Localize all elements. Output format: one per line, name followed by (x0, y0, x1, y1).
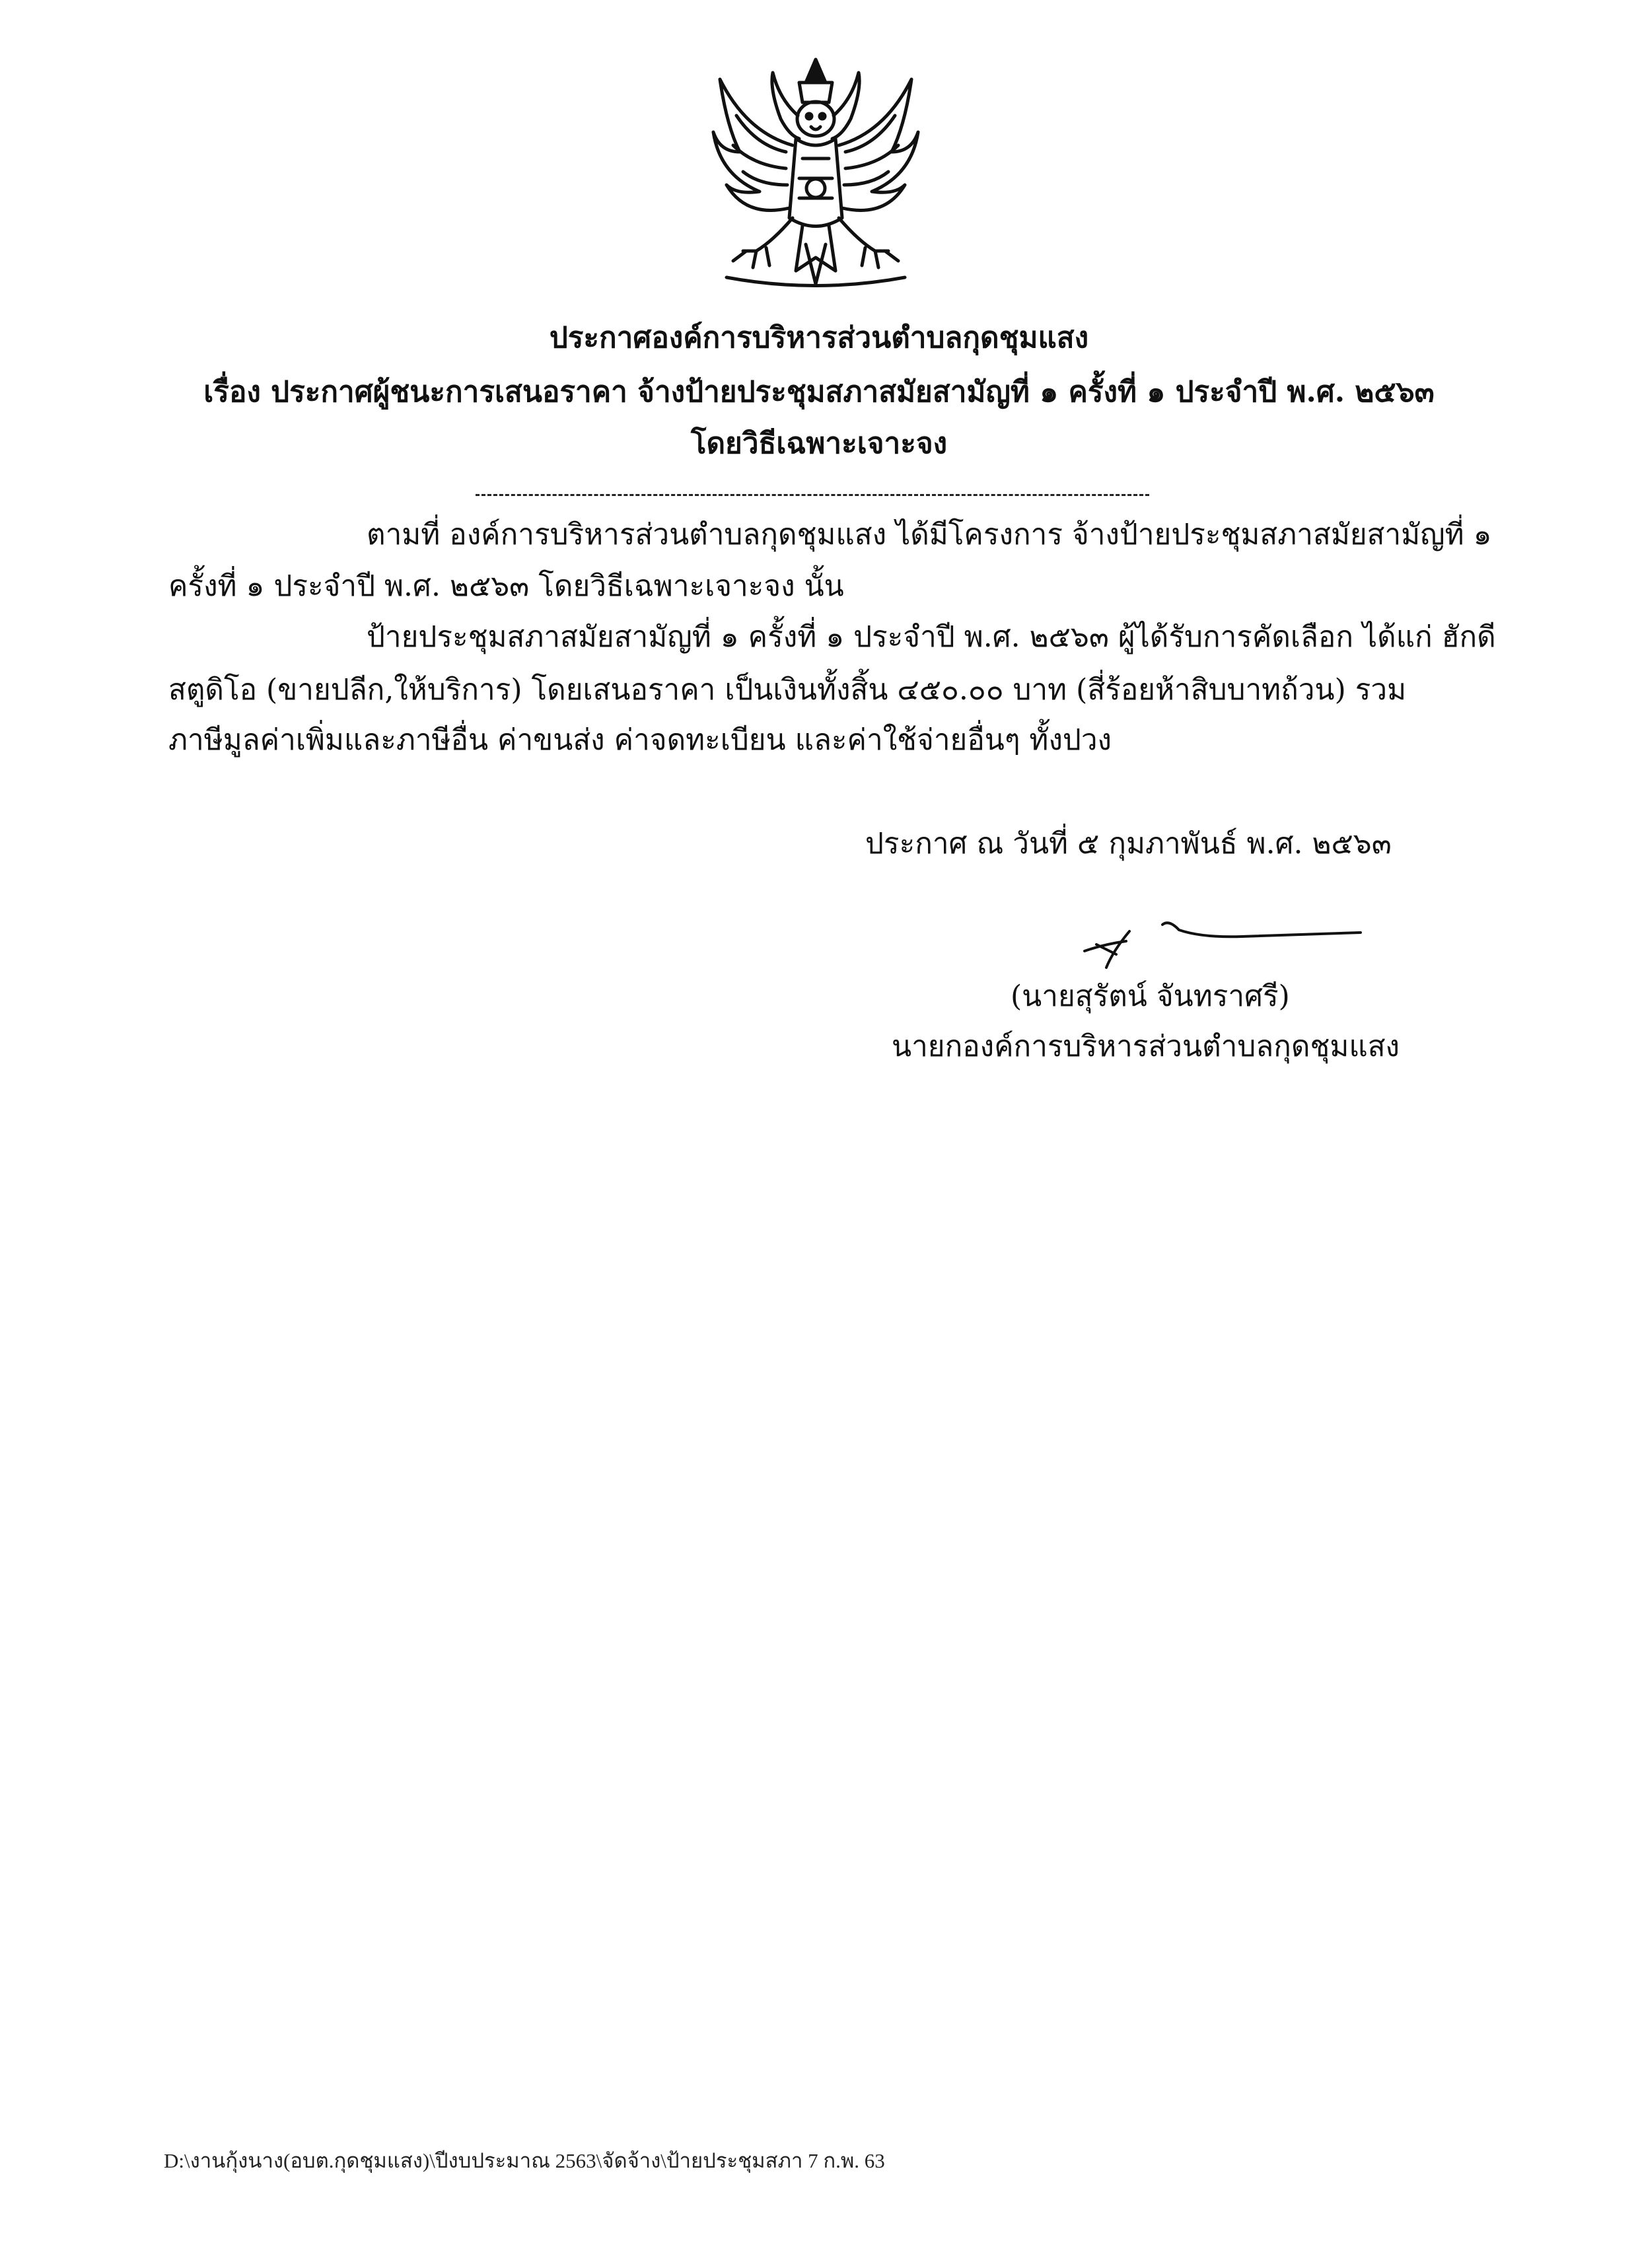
body-paragraph-2-line-1: ป้ายประชุมสภาสมัยสามัญที่ ๑ ครั้งที่ ๑ ประจำปี พ.ศ. ๒๕๖๓ ผู้ได้รับการคัดเลือก ได้แก่ ฮักดี (367, 620, 1496, 654)
signatory-title: นายกองค์การบริหารส่วนตำบลกุดชุมแสง (892, 1030, 1400, 1063)
body-paragraph-1-line-1: ตามที่ องค์การบริหารส่วนตำบลกุดชุมแสง ได้มีโครงการ จ้างป้ายประชุมสภาสมัยสามัญที่ ๑ (367, 518, 1492, 551)
header-divider (476, 494, 1149, 496)
garuda-emblem-icon (707, 53, 925, 297)
footer-file-path: D:\งานกุ้งนาง(อบต.กุดชุมแสง)\ปีงบประมาณ 2563\จัดจ้าง\ป้ายประชุมสภา 7 ก.พ. 63 (164, 2149, 885, 2172)
procurement-method: โดยวิธีเฉพาะเจาะจง (690, 427, 948, 460)
body-paragraph-2-line-3: ภาษีมูลค่าเพิ่มและภาษีอื่น ค่าขนส่ง ค่าจดทะเบียน และค่าใช้จ่ายอื่นๆ ทั้งปวง (168, 723, 1112, 757)
document-subject: เรื่อง ประกาศผู้ชนะการเสนอราคา จ้างป้ายประชุมสภาสมัยสามัญที่ ๑ ครั้งที่ ๑ ประจำปี พ.ศ. ๒๕๖๓ (203, 375, 1435, 409)
signatory-name: (นายสุรัตน์ จันทราศรี) (1011, 979, 1290, 1013)
announcement-date: ประกาศ ณ วันที่ ๕ กุมภาพันธ์ พ.ศ. ๒๕๖๓ (865, 827, 1392, 861)
document-heading: ประกาศองค์การบริหารส่วนตำบลกุดชุมแสง (549, 321, 1089, 355)
body-paragraph-2-line-2: สตูดิโอ (ขายปลีก,ให้บริการ) โดยเสนอราคา เป็นเงินทั้งสิ้น ๔๕๐.๐๐ บาท (สี่ร้อยห้าสิบบาทถ้วน) รวม (168, 673, 1407, 707)
body-paragraph-1-line-2: ครั้งที่ ๑ ประจำปี พ.ศ. ๒๕๖๓ โดยวิธีเฉพาะเจาะจง นั้น (168, 569, 844, 603)
handwritten-signature (1070, 905, 1367, 977)
